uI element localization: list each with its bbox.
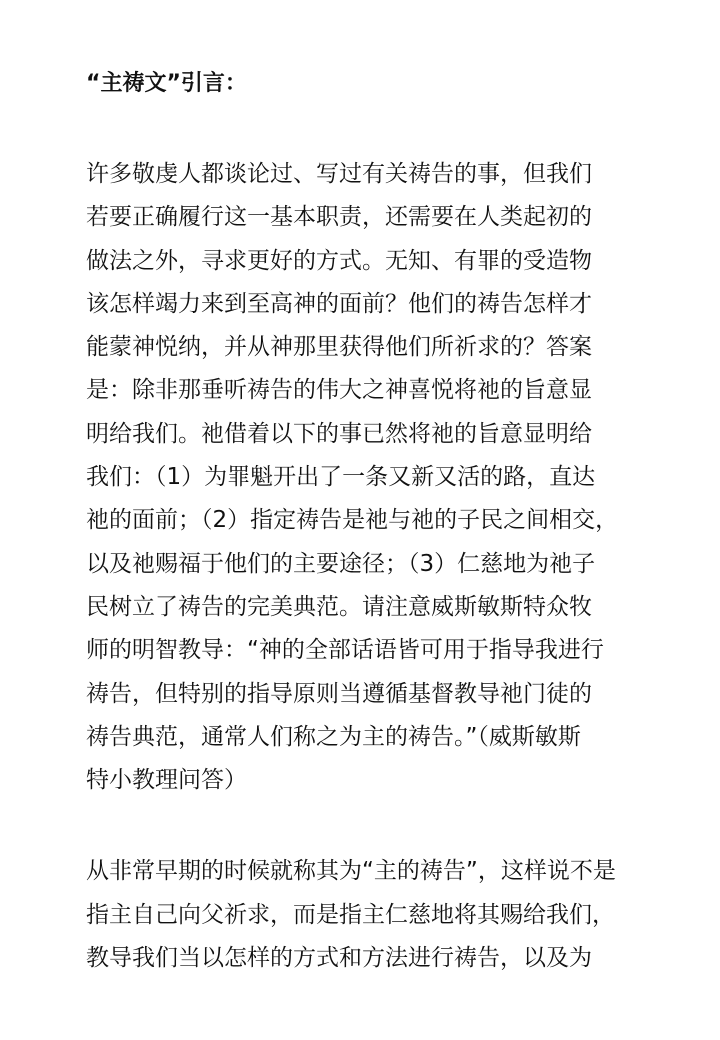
text-line: 以及祂赐福于他们的主要途径；（3）仁慈地为祂子: [86, 550, 596, 577]
text-line: 民树立了祷告的完美典范。请注意威斯敏斯特众牧: [86, 593, 592, 620]
document-page: [86, 62, 646, 980]
text-line: 特小教理问答）: [86, 767, 247, 794]
text-line: 该怎样竭力来到至高神的面前？他们的祷告怎样才: [86, 290, 592, 317]
text-line: 是：除非那垂听祷告的伟大之神喜悦将祂的旨意显: [86, 377, 592, 404]
text-line: 我们：（1）为罪魁开出了一条又新又活的路，直达: [86, 464, 596, 491]
text-line: 能蒙神悦纳，并从神那里获得他们所祈求的？答案: [86, 334, 592, 361]
text-line: 师的明智教导：“神的全部话语皆可用于指导我进行: [86, 637, 604, 664]
section-heading: “主祷文”引言：: [86, 71, 247, 96]
paragraph-spacer: [86, 802, 646, 850]
text-line: 做法之外，寻求更好的方式。无知、有罪的受造物: [86, 247, 592, 274]
text-line: 从非常早期的时候就称其为“主的祷告”，这样说不是: [86, 858, 616, 885]
text-line: 教导我们当以怎样的方式和方法进行祷告，以及为: [86, 945, 592, 972]
text-line: 许多敬虔人都谈论过、写过有关祷告的事，但我们: [86, 161, 592, 187]
text-line: 指主自己向父祈求，而是指主仁慈地将其赐给我们，: [86, 901, 615, 928]
text-line: 若要正确履行这一基本职责，还需要在人类起初的: [86, 204, 592, 231]
text-line: 祂的面前；（2）指定祷告是祂与祂的子民之间相交，: [86, 507, 619, 534]
paragraph-intro: [86, 153, 646, 802]
text-line: 祷告典范，通常人们称之为主的祷告。”（威斯敏斯: [86, 723, 581, 750]
text-line: 明给我们。祂借着以下的事已然将祂的旨意显明给: [86, 420, 592, 447]
text-line: 祷告，但特别的指导原则当遵循基督教导祂门徒的: [86, 680, 592, 707]
paragraph-lords-prayer: [86, 850, 646, 980]
